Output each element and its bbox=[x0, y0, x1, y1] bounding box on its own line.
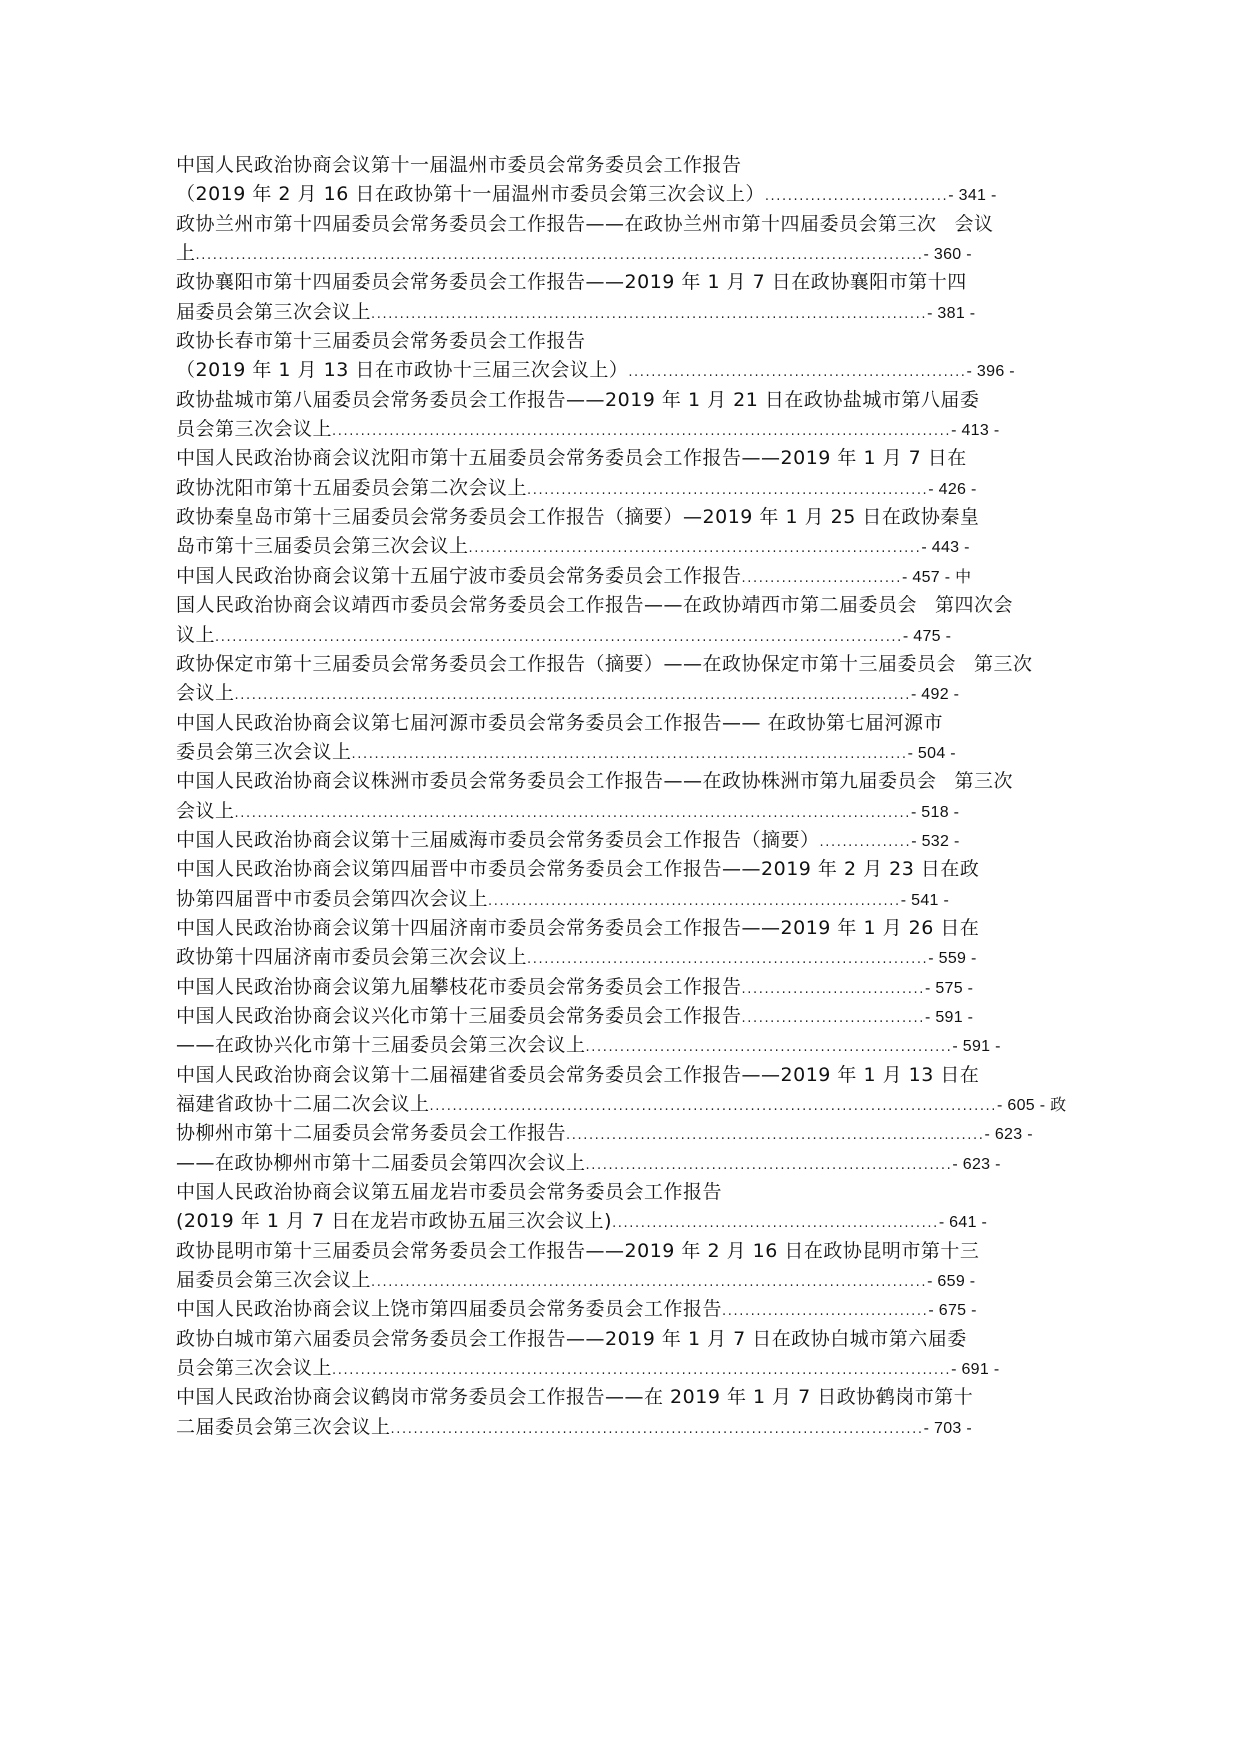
dot-leader: ............................................................................................................ bbox=[332, 424, 952, 440]
entry-title: 中国人民政治协商会议第十二届福建省委员会常务委员会工作报告 bbox=[176, 1063, 742, 1086]
toc-line bbox=[176, 386, 1081, 415]
entry-subtitle: ——2019 年 1 月 7 日在 bbox=[741, 447, 967, 470]
toc-line bbox=[176, 621, 1081, 650]
dot-leader: ......................................................... bbox=[612, 1216, 939, 1232]
dot-leader: ................................................................................................... bbox=[429, 1099, 998, 1114]
page-number: - 605 - 政 bbox=[997, 1097, 1067, 1114]
dot-leader: ...................................................................... bbox=[527, 952, 929, 968]
entry-title: 中国人民政治协商会议第四届晋中市委员会常务委员会工作报告 bbox=[176, 858, 723, 881]
entry-title: 中国人民政治协商会议第十三届威海市委员会常务委员会工作报告（摘要） bbox=[176, 828, 820, 851]
toc-line bbox=[176, 885, 1081, 914]
toc-line bbox=[176, 1354, 1081, 1383]
toc-line bbox=[176, 327, 1081, 356]
page-number: - 659 - bbox=[927, 1273, 976, 1291]
entry-title: 中国人民政治协商会议沈阳市第十五届委员会常务委员会工作报告 bbox=[176, 447, 742, 470]
entry-subtitle: ——2019 年 1 月 13 日在 bbox=[741, 1063, 980, 1086]
page-number: - 532 - bbox=[911, 832, 960, 850]
page-number: - 360 - bbox=[923, 246, 972, 264]
entry-subtitle: 届委员会第三次会议上 bbox=[176, 1269, 372, 1292]
entry-subtitle: 第三次 bbox=[954, 770, 1014, 793]
entry-subtitle: ——2019 年 2 月 23 日在政 bbox=[722, 858, 980, 881]
page-number: - 623 - bbox=[952, 1155, 1001, 1173]
page-number: - 492 - bbox=[910, 686, 960, 704]
toc-line bbox=[176, 1002, 1081, 1031]
toc-line bbox=[176, 1061, 1081, 1090]
entry-title: 国人民政治协商会议靖西市委员会常务委员会工作报告 bbox=[176, 594, 645, 617]
dot-leader: ................ bbox=[819, 834, 912, 850]
toc-line bbox=[176, 855, 1081, 884]
entry-subtitle: 协第四届晋中市委员会第四次会议上 bbox=[176, 887, 489, 910]
toc-line bbox=[176, 1119, 1081, 1148]
entry-subtitle: ——在 2019 年 1 月 7 日政协鹤岗市第十 bbox=[605, 1386, 974, 1409]
entry-subtitle: 员会第三次会议上 bbox=[176, 418, 333, 441]
page-number: - 518 - bbox=[910, 803, 960, 821]
entry-title: 中国人民政治协商会议株洲市委员会常务委员会工作报告 bbox=[176, 770, 664, 793]
dot-leader: .................................... bbox=[722, 1304, 929, 1320]
toc-line bbox=[176, 503, 1081, 532]
entry-subtitle: （2019 年 2 月 16 日在政协第十一届温州市委员会第三次会议上） bbox=[176, 183, 765, 206]
entry-subtitle: (2019 年 1 月 7 日在龙岩市政协五届三次会议上) bbox=[176, 1210, 613, 1233]
page-number: - 541 - bbox=[900, 891, 950, 909]
entry-subtitle: 政协第十四届济南市委员会第三次会议上 bbox=[176, 946, 528, 969]
page-number: - 641 - bbox=[938, 1214, 988, 1232]
toc-line bbox=[176, 1266, 1081, 1295]
toc-line bbox=[176, 1295, 1081, 1324]
dot-leader: ......................................................................... bbox=[566, 1128, 985, 1144]
dot-leader: ................................................................................................. bbox=[371, 1275, 928, 1291]
toc-line bbox=[176, 356, 1081, 385]
toc-line bbox=[176, 180, 1081, 209]
dot-leader: ................................................................................................. bbox=[371, 306, 928, 322]
page-number: - 504 - bbox=[907, 744, 956, 762]
toc-line bbox=[176, 298, 1081, 327]
toc-line bbox=[176, 1207, 1081, 1236]
entry-subtitle: 上 bbox=[176, 242, 196, 265]
page-number: - 623 - bbox=[984, 1126, 1033, 1144]
toc-line bbox=[176, 1325, 1081, 1354]
toc-line bbox=[176, 444, 1081, 473]
toc-line bbox=[176, 826, 1081, 855]
dot-leader: ........................................................................ bbox=[488, 893, 901, 909]
entry-subtitle: 政协沈阳市第十五届委员会第二次会议上 bbox=[176, 476, 528, 499]
entry-subtitle: 员会第三次会议上 bbox=[176, 1357, 333, 1380]
entry-title: 中国人民政治协商会议第十五届宁波市委员会常务委员会工作报告 bbox=[176, 564, 742, 587]
entry-title: 中国人民政治协商会议第五届龙岩市委员会常务委员会工作报告 bbox=[176, 1181, 723, 1204]
entry-subtitle: ——在政协株洲市第九届委员会 bbox=[663, 770, 937, 793]
entry-title: 政协襄阳市第十四届委员会常务委员会工作报告 bbox=[176, 271, 586, 294]
dot-leader: ............................................................................................................................... bbox=[195, 248, 924, 264]
page-number: - 575 - bbox=[924, 979, 974, 997]
toc-line bbox=[176, 709, 1081, 738]
entry-title: 中国人民政治协商会议第九届攀枝花市委员会常务委员会工作报告 bbox=[176, 975, 742, 998]
entry-subtitle: ——2019 年 1 月 21 日在政协盐城市第八届委 bbox=[566, 388, 980, 411]
toc-line bbox=[176, 914, 1081, 943]
toc-line bbox=[176, 532, 1081, 561]
entry-title: 政协兰州市第十四届委员会常务委员会工作报告 bbox=[176, 212, 586, 235]
page-number: - 413 - bbox=[951, 422, 1000, 440]
dot-leader: ...................................................................... bbox=[527, 482, 929, 498]
dot-leader: ................................ bbox=[764, 189, 949, 205]
toc-line bbox=[176, 415, 1081, 444]
toc-line bbox=[176, 239, 1081, 268]
entry-subtitle: ——在政协柳州市第十二届委员会第四次会议上 bbox=[176, 1151, 586, 1174]
entry-subtitle: 第四次会 bbox=[935, 594, 1014, 617]
toc-line bbox=[176, 591, 1081, 620]
dot-leader: ...................................................................................................................... bbox=[234, 688, 911, 704]
entry-subtitle: —2019 年 1 月 25 日在政协秦皇 bbox=[683, 506, 980, 529]
toc-line bbox=[176, 1178, 1081, 1207]
entry-title: 政协昆明市第十三届委员会常务委员会工作报告 bbox=[176, 1239, 586, 1262]
entry-title: 中国人民政治协商会议第十一届温州市委员会常务委员会工作报告 bbox=[176, 154, 742, 176]
entry-title: 政协盐城市第八届委员会常务委员会工作报告 bbox=[176, 388, 567, 411]
page-number: - 457 - 中 bbox=[902, 568, 972, 586]
page-number: - 426 - bbox=[928, 480, 977, 498]
page-number: - 381 - bbox=[927, 304, 976, 322]
toc-line bbox=[176, 1383, 1081, 1412]
table-of-contents bbox=[176, 151, 1081, 1442]
entry-title: 中国人民政治协商会议兴化市第十三届委员会常务委员会工作报告 bbox=[176, 1004, 742, 1027]
page-number: - 341 - bbox=[948, 187, 997, 205]
entry-subtitle: ——在政协靖西市第二届委员会 bbox=[644, 594, 918, 617]
toc-line bbox=[176, 943, 1081, 972]
page-number: - 559 - bbox=[928, 950, 977, 968]
dot-leader: ........................................................... bbox=[628, 365, 967, 381]
entry-subtitle: 二届委员会第三次会议上 bbox=[176, 1415, 391, 1438]
entry-title: 政协白城市第六届委员会常务委员会工作报告 bbox=[176, 1327, 567, 1350]
toc-line bbox=[176, 474, 1081, 503]
toc-line bbox=[176, 679, 1081, 708]
page-number: - 703 - bbox=[923, 1419, 972, 1437]
entry-subtitle: ——2019 年 1 月 26 日在 bbox=[741, 916, 980, 939]
page-number: - 475 - bbox=[902, 627, 952, 645]
entry-subtitle: （2019 年 1 月 13 日在市政协十三届三次会议上） bbox=[176, 359, 629, 382]
dot-leader: ............................................................................................. bbox=[390, 1421, 924, 1437]
entry-subtitle: ——2019 年 1 月 7 日在政协白城市第六届委 bbox=[566, 1327, 967, 1350]
dot-leader: ............................ bbox=[741, 570, 903, 586]
toc-line bbox=[176, 1031, 1081, 1060]
entry-subtitle: 岛市第十三届委员会第三次会议上 bbox=[176, 535, 469, 558]
entry-subtitle: ——在政协保定市第十三届委员会 bbox=[663, 652, 957, 675]
toc-line bbox=[176, 767, 1081, 796]
toc-line bbox=[176, 1237, 1081, 1266]
toc-line bbox=[176, 1090, 1081, 1119]
entry-title: 中国人民政治协商会议第十四届济南市委员会常务委员会工作报告 bbox=[176, 916, 742, 939]
entry-title: 协柳州市第十二届委员会常务委员会工作报告 bbox=[176, 1122, 567, 1145]
page-number: - 591 - bbox=[952, 1038, 1001, 1056]
entry-title: 中国人民政治协商会议上饶市第四届委员会常务委员会工作报告 bbox=[176, 1298, 723, 1321]
toc-line bbox=[176, 650, 1081, 679]
page-number: - 591 - bbox=[924, 1008, 974, 1026]
dot-leader: ................................................................................................. bbox=[351, 746, 908, 762]
entry-subtitle: 会议上 bbox=[176, 799, 235, 822]
entry-subtitle: ——在政协兰州市第十四届委员会第三次 bbox=[585, 212, 937, 235]
entry-subtitle: 委员会第三次会议上 bbox=[176, 740, 352, 763]
toc-line bbox=[176, 562, 1081, 591]
entry-title: 政协长春市第十三届委员会常务委员会工作报告 bbox=[176, 330, 586, 353]
entry-subtitle: ——在政协兴化市第十三届委员会第三次会议上 bbox=[176, 1034, 586, 1057]
entry-subtitle: —— 在政协第七届河源市 bbox=[722, 711, 944, 734]
dot-leader: ................................ bbox=[741, 981, 925, 997]
entry-subtitle: 议上 bbox=[176, 623, 216, 646]
entry-subtitle: 会议上 bbox=[176, 682, 235, 705]
page-number: - 396 - bbox=[966, 363, 1015, 381]
dot-leader: ................................................................ bbox=[585, 1040, 953, 1056]
entry-subtitle: 福建省政协十二届二次会议上 bbox=[176, 1093, 430, 1115]
toc-line bbox=[176, 973, 1081, 1002]
toc-line bbox=[176, 797, 1081, 826]
entry-subtitle: 会议 bbox=[954, 212, 994, 235]
dot-leader: ................................................................ bbox=[585, 1157, 953, 1173]
dot-leader: ............................................................................................................ bbox=[332, 1363, 952, 1379]
dot-leader: ...................................................................................................................... bbox=[234, 805, 911, 821]
page-number: - 675 - bbox=[928, 1302, 977, 1320]
entry-subtitle: 届委员会第三次会议上 bbox=[176, 300, 372, 323]
entry-subtitle: 第三次 bbox=[974, 652, 1033, 675]
entry-title: 中国人民政治协商会议鹤岗市常务委员会工作报告 bbox=[176, 1386, 606, 1409]
toc-line bbox=[176, 151, 1081, 180]
toc-line bbox=[176, 1149, 1081, 1178]
toc-line bbox=[176, 268, 1081, 297]
toc-line bbox=[176, 738, 1081, 767]
dot-leader: ................................ bbox=[741, 1010, 925, 1026]
entry-title: 政协秦皇岛市第十三届委员会常务委员会工作报告（摘要） bbox=[176, 506, 684, 529]
toc-line bbox=[176, 1413, 1081, 1442]
entry-subtitle: ——2019 年 1 月 7 日在政协襄阳市第十四 bbox=[585, 271, 967, 294]
dot-leader: ........................................................................................................................ bbox=[215, 629, 903, 645]
entry-subtitle: ——2019 年 2 月 16 日在政协昆明市第十三 bbox=[585, 1239, 980, 1262]
dot-leader: ............................................................................... bbox=[468, 541, 922, 557]
page-number: - 443 - bbox=[921, 539, 970, 557]
entry-title: 中国人民政治协商会议第七届河源市委员会常务委员会工作报告 bbox=[176, 711, 723, 734]
toc-line bbox=[176, 210, 1081, 239]
entry-title: 政协保定市第十三届委员会常务委员会工作报告（摘要） bbox=[176, 652, 664, 675]
page-number: - 691 - bbox=[951, 1361, 1000, 1379]
